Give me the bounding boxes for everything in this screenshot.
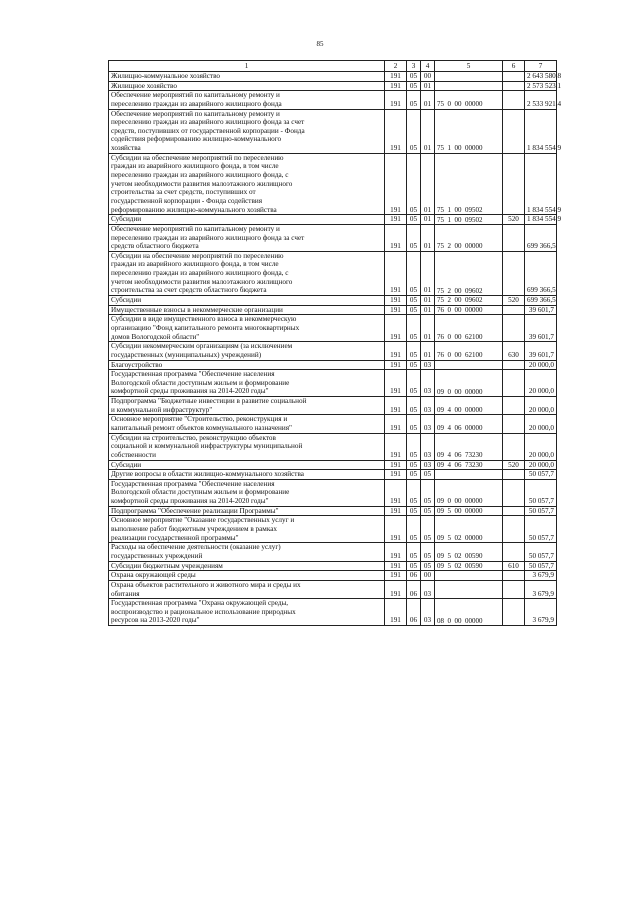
row-name: Субсидии бюджетным учреждениям bbox=[109, 561, 385, 571]
row-admin-code: 191 bbox=[385, 81, 407, 91]
row-section: 05 bbox=[407, 91, 421, 109]
row-expense-type bbox=[503, 370, 525, 397]
row-target-article: 76 0 00 62100 bbox=[435, 342, 503, 360]
table-row bbox=[109, 81, 557, 91]
row-subsection: 05 bbox=[421, 561, 435, 571]
row-admin-code: 191 bbox=[385, 315, 407, 342]
row-target-article: 09 0 00 00000 bbox=[435, 479, 503, 506]
row-name: Обеспечение мероприятий по капитальному ремонту и переселению граждан из аварийного жилищного фонда за счет средств областного бюджета bbox=[109, 224, 385, 251]
page-number: 85 bbox=[316, 40, 324, 48]
row-expense-type: 520 bbox=[503, 460, 525, 470]
row-expense-type: 520 bbox=[503, 296, 525, 306]
row-subsection: 03 bbox=[421, 460, 435, 470]
row-admin-code: 191 bbox=[385, 224, 407, 251]
row-name: Расходы на обеспечение деятельности (оказание услуг) государственных учреждений bbox=[109, 543, 385, 561]
row-section: 05 bbox=[407, 516, 421, 543]
row-section: 05 bbox=[407, 224, 421, 251]
row-section: 05 bbox=[407, 342, 421, 360]
row-section: 05 bbox=[407, 315, 421, 342]
row-admin-code: 191 bbox=[385, 305, 407, 315]
row-target-article: 75 1 00 00000 bbox=[435, 109, 503, 153]
row-amount: 20 000,0 bbox=[525, 397, 557, 415]
table-row bbox=[109, 224, 557, 251]
row-target-article: 75 2 00 00000 bbox=[435, 224, 503, 251]
row-expense-type: 520 bbox=[503, 215, 525, 225]
row-section: 05 bbox=[407, 506, 421, 516]
row-target-article: 09 4 06 73230 bbox=[435, 433, 503, 460]
row-name: Субсидии bbox=[109, 215, 385, 225]
row-subsection: 05 bbox=[421, 470, 435, 480]
row-expense-type bbox=[503, 397, 525, 415]
row-subsection: 03 bbox=[421, 599, 435, 626]
row-section: 06 bbox=[407, 599, 421, 626]
row-expense-type bbox=[503, 91, 525, 109]
table-row bbox=[109, 342, 557, 360]
row-amount: 50 057,7 bbox=[525, 479, 557, 506]
row-name: Субсидии некоммерческим организациям (за исключением государственных (муниципальных) учреждений) bbox=[109, 342, 385, 360]
row-target-article: 08 0 00 00000 bbox=[435, 599, 503, 626]
row-subsection: 05 bbox=[421, 516, 435, 543]
row-subsection: 01 bbox=[421, 81, 435, 91]
row-expense-type bbox=[503, 571, 525, 581]
row-target-article: 75 0 00 00000 bbox=[435, 91, 503, 109]
table-row bbox=[109, 415, 557, 433]
row-amount: 50 057,7 bbox=[525, 470, 557, 480]
row-amount: 20 000,0 bbox=[525, 370, 557, 397]
row-name: Субсидии на строительство, реконструкцию объектов социальной и коммунальной инфраструктуры муниципальной собственности bbox=[109, 433, 385, 460]
budget-table bbox=[108, 60, 562, 626]
row-expense-type bbox=[503, 599, 525, 626]
row-expense-type bbox=[503, 415, 525, 433]
table-row bbox=[109, 153, 557, 214]
row-name: Охрана объектов растительного и животного мира и среды их обитания bbox=[109, 580, 385, 598]
row-section: 05 bbox=[407, 215, 421, 225]
row-expense-type bbox=[503, 516, 525, 543]
table-row bbox=[109, 109, 557, 153]
row-target-article bbox=[435, 580, 503, 598]
row-expense-type: 630 bbox=[503, 342, 525, 360]
row-subsection: 03 bbox=[421, 433, 435, 460]
table-row bbox=[109, 296, 557, 306]
header-col-2: 2 bbox=[385, 61, 407, 72]
row-subsection: 00 bbox=[421, 571, 435, 581]
row-admin-code: 191 bbox=[385, 571, 407, 581]
table-header-row bbox=[109, 61, 557, 72]
table-row bbox=[109, 543, 557, 561]
row-section: 06 bbox=[407, 580, 421, 598]
row-subsection: 01 bbox=[421, 215, 435, 225]
row-name: Субсидии bbox=[109, 460, 385, 470]
table-row bbox=[109, 360, 557, 370]
row-name: Государственная программа "Обеспечение населения Вологодской области доступным жильем и формирование комфортной среды проживания на 2014-2020 годы" bbox=[109, 370, 385, 397]
table-row bbox=[109, 571, 557, 581]
row-subsection: 01 bbox=[421, 315, 435, 342]
row-admin-code: 191 bbox=[385, 370, 407, 397]
row-subsection: 03 bbox=[421, 360, 435, 370]
row-target-article: 75 2 00 09602 bbox=[435, 296, 503, 306]
row-amount: 2 533 921,4 bbox=[525, 91, 557, 109]
row-amount: 50 057,7 bbox=[525, 561, 557, 571]
row-section: 05 bbox=[407, 415, 421, 433]
table-row bbox=[109, 397, 557, 415]
table-row bbox=[109, 305, 557, 315]
row-target-article: 09 5 02 00590 bbox=[435, 561, 503, 571]
row-admin-code: 191 bbox=[385, 251, 407, 295]
table-row bbox=[109, 506, 557, 516]
row-target-article: 76 0 00 00000 bbox=[435, 305, 503, 315]
row-subsection: 00 bbox=[421, 72, 435, 82]
row-admin-code: 191 bbox=[385, 360, 407, 370]
row-section: 05 bbox=[407, 296, 421, 306]
row-expense-type: 610 bbox=[503, 561, 525, 571]
row-target-article bbox=[435, 72, 503, 82]
row-section: 05 bbox=[407, 109, 421, 153]
table-row bbox=[109, 599, 557, 626]
row-target-article: 09 4 00 00000 bbox=[435, 397, 503, 415]
row-expense-type bbox=[503, 251, 525, 295]
row-target-article bbox=[435, 571, 503, 581]
row-subsection: 01 bbox=[421, 91, 435, 109]
row-amount: 39 601,7 bbox=[525, 315, 557, 342]
row-subsection: 01 bbox=[421, 153, 435, 214]
row-section: 05 bbox=[407, 251, 421, 295]
row-section: 05 bbox=[407, 153, 421, 214]
row-expense-type bbox=[503, 72, 525, 82]
table-row bbox=[109, 479, 557, 506]
row-section: 05 bbox=[407, 370, 421, 397]
row-subsection: 03 bbox=[421, 397, 435, 415]
row-section: 05 bbox=[407, 305, 421, 315]
row-expense-type bbox=[503, 580, 525, 598]
row-admin-code: 191 bbox=[385, 470, 407, 480]
row-expense-type bbox=[503, 543, 525, 561]
row-target-article bbox=[435, 470, 503, 480]
row-target-article bbox=[435, 360, 503, 370]
row-subsection: 05 bbox=[421, 543, 435, 561]
header-col-7: 7 bbox=[525, 61, 557, 72]
row-section: 06 bbox=[407, 571, 421, 581]
row-admin-code: 191 bbox=[385, 479, 407, 506]
row-admin-code: 191 bbox=[385, 460, 407, 470]
row-subsection: 01 bbox=[421, 109, 435, 153]
table-row bbox=[109, 433, 557, 460]
row-target-article: 09 0 00 00000 bbox=[435, 370, 503, 397]
row-subsection: 01 bbox=[421, 342, 435, 360]
row-amount: 39 601,7 bbox=[525, 305, 557, 315]
row-name: Субсидии bbox=[109, 296, 385, 306]
row-admin-code: 191 bbox=[385, 109, 407, 153]
table-row bbox=[109, 251, 557, 295]
row-admin-code: 191 bbox=[385, 342, 407, 360]
row-amount: 3 679,9 bbox=[525, 580, 557, 598]
row-amount: 3 679,9 bbox=[525, 599, 557, 626]
row-amount: 699 366,5 bbox=[525, 251, 557, 295]
row-amount: 20 000,0 bbox=[525, 360, 557, 370]
row-amount: 3 679,9 bbox=[525, 571, 557, 581]
row-section: 05 bbox=[407, 81, 421, 91]
row-name: Основное мероприятие "Строительство, реконструкция и капитальный ремонт объектов коммунального назначения" bbox=[109, 415, 385, 433]
row-expense-type bbox=[503, 433, 525, 460]
row-subsection: 01 bbox=[421, 305, 435, 315]
row-section: 05 bbox=[407, 72, 421, 82]
row-amount: 20 000,0 bbox=[525, 460, 557, 470]
row-admin-code: 191 bbox=[385, 506, 407, 516]
row-section: 05 bbox=[407, 360, 421, 370]
row-admin-code: 191 bbox=[385, 599, 407, 626]
row-amount: 39 601,7 bbox=[525, 342, 557, 360]
row-section: 05 bbox=[407, 543, 421, 561]
row-amount: 50 057,7 bbox=[525, 516, 557, 543]
row-target-article: 75 2 00 09602 bbox=[435, 251, 503, 295]
row-subsection: 03 bbox=[421, 415, 435, 433]
row-subsection: 05 bbox=[421, 479, 435, 506]
row-subsection: 01 bbox=[421, 224, 435, 251]
row-amount: 20 000,0 bbox=[525, 415, 557, 433]
row-name: Жилищно-коммунальное хозяйство bbox=[109, 72, 385, 82]
row-section: 05 bbox=[407, 397, 421, 415]
row-expense-type bbox=[503, 81, 525, 91]
table-row bbox=[109, 315, 557, 342]
row-admin-code: 191 bbox=[385, 415, 407, 433]
row-expense-type bbox=[503, 360, 525, 370]
table-row bbox=[109, 470, 557, 480]
row-target-article bbox=[435, 81, 503, 91]
row-admin-code: 191 bbox=[385, 543, 407, 561]
row-section: 05 bbox=[407, 470, 421, 480]
row-admin-code: 191 bbox=[385, 153, 407, 214]
row-amount: 1 834 554,9 bbox=[525, 215, 557, 225]
row-name: Другие вопросы в области жилищно-коммунального хозяйства bbox=[109, 470, 385, 480]
row-name: Основное мероприятие "Оказание государственных услуг и выполнение работ бюджетным учреждением в рамках реализации государственной программы" bbox=[109, 516, 385, 543]
row-section: 05 bbox=[407, 561, 421, 571]
row-expense-type bbox=[503, 224, 525, 251]
table-row bbox=[109, 370, 557, 397]
row-amount: 699 366,5 bbox=[525, 224, 557, 251]
row-target-article: 75 1 00 09502 bbox=[435, 215, 503, 225]
table-row bbox=[109, 215, 557, 225]
row-amount: 50 057,7 bbox=[525, 506, 557, 516]
row-target-article: 76 0 00 62100 bbox=[435, 315, 503, 342]
row-admin-code: 191 bbox=[385, 72, 407, 82]
row-name: Подпрограмма "Обеспечение реализации Программы" bbox=[109, 506, 385, 516]
header-col-4: 4 bbox=[421, 61, 435, 72]
row-expense-type bbox=[503, 305, 525, 315]
header-col-5: 5 bbox=[435, 61, 503, 72]
row-subsection: 05 bbox=[421, 506, 435, 516]
header-col-3: 3 bbox=[407, 61, 421, 72]
row-admin-code: 191 bbox=[385, 516, 407, 543]
row-admin-code: 191 bbox=[385, 433, 407, 460]
row-name: Обеспечение мероприятий по капитальному ремонту и переселению граждан из аварийного жилищного фонда bbox=[109, 91, 385, 109]
row-admin-code: 191 bbox=[385, 215, 407, 225]
row-section: 05 bbox=[407, 460, 421, 470]
header-col-6: 6 bbox=[503, 61, 525, 72]
row-name: Субсидии на обеспечение мероприятий по переселению граждан из аварийного жилищного фонда, в том числе переселению граждан из аварийного жилищного фонда, с учетом необходимости развития малоэтажного жилищного строительства за счет средств областного бюджета bbox=[109, 251, 385, 295]
row-name: Субсидии в виде имущественного взноса в некоммерческую организацию "Фонд капитального ремонта многоквартирных домов Вологодской области" bbox=[109, 315, 385, 342]
row-target-article: 09 5 02 00000 bbox=[435, 516, 503, 543]
row-expense-type bbox=[503, 109, 525, 153]
row-subsection: 01 bbox=[421, 251, 435, 295]
row-amount: 699 366,5 bbox=[525, 296, 557, 306]
row-subsection: 03 bbox=[421, 370, 435, 397]
table-row bbox=[109, 72, 557, 82]
row-section: 05 bbox=[407, 433, 421, 460]
row-name: Охрана окружающей среды bbox=[109, 571, 385, 581]
row-amount: 1 834 554,9 bbox=[525, 153, 557, 214]
row-admin-code: 191 bbox=[385, 561, 407, 571]
row-amount: 20 000,0 bbox=[525, 433, 557, 460]
row-name: Имущественные взносы в некоммерческие организации bbox=[109, 305, 385, 315]
row-target-article: 09 5 00 00000 bbox=[435, 506, 503, 516]
row-target-article: 75 1 00 09502 bbox=[435, 153, 503, 214]
row-admin-code: 191 bbox=[385, 91, 407, 109]
row-amount: 1 834 554,9 bbox=[525, 109, 557, 153]
table-row bbox=[109, 561, 557, 571]
row-amount: 50 057,7 bbox=[525, 543, 557, 561]
row-expense-type bbox=[503, 506, 525, 516]
row-amount: 2 643 580,8 bbox=[525, 72, 557, 82]
row-admin-code: 191 bbox=[385, 580, 407, 598]
row-expense-type bbox=[503, 153, 525, 214]
row-target-article: 09 4 06 73230 bbox=[435, 460, 503, 470]
row-target-article: 09 5 02 00590 bbox=[435, 543, 503, 561]
row-admin-code: 191 bbox=[385, 296, 407, 306]
table-row bbox=[109, 580, 557, 598]
row-name: Обеспечение мероприятий по капитальному ремонту и переселению граждан из аварийного жилищного фонда за счет средств, поступивших от государственной корпорации - Фонда содействия реформированию жилищно-коммунального хозяйства bbox=[109, 109, 385, 153]
row-name: Благоустройство bbox=[109, 360, 385, 370]
table-row bbox=[109, 91, 557, 109]
table-row bbox=[109, 516, 557, 543]
row-expense-type bbox=[503, 315, 525, 342]
row-amount: 2 573 523,1 bbox=[525, 81, 557, 91]
row-name: Государственная программа "Обеспечение населения Вологодской области доступным жильем и формирование комфортной среды проживания на 2014-2020 годы" bbox=[109, 479, 385, 506]
row-subsection: 01 bbox=[421, 296, 435, 306]
row-section: 05 bbox=[407, 479, 421, 506]
row-admin-code: 191 bbox=[385, 397, 407, 415]
table-row bbox=[109, 460, 557, 470]
row-name: Жилищное хозяйство bbox=[109, 81, 385, 91]
row-expense-type bbox=[503, 479, 525, 506]
row-name: Субсидии на обеспечение мероприятий по переселению граждан из аварийного жилищного фонда, в том числе переселению граждан из аварийного жилищного фонда, с учетом необходимости развития малоэтажного жилищного строительства за счет средств, поступивших от государственной корпорации - Фонда содействия реформированию жилищно-коммунального хозяйства bbox=[109, 153, 385, 214]
row-name: Подпрограмма "Бюджетные инвестиции в развитие социальной и коммунальной инфраструктур" bbox=[109, 397, 385, 415]
header-col-1: 1 bbox=[109, 61, 385, 72]
row-target-article: 09 4 06 00000 bbox=[435, 415, 503, 433]
row-expense-type bbox=[503, 470, 525, 480]
row-subsection: 03 bbox=[421, 580, 435, 598]
row-name: Государственная программа "Охрана окружающей среды, воспроизводство и рациональное использование природных ресурсов на 2013-2020 годы" bbox=[109, 599, 385, 626]
